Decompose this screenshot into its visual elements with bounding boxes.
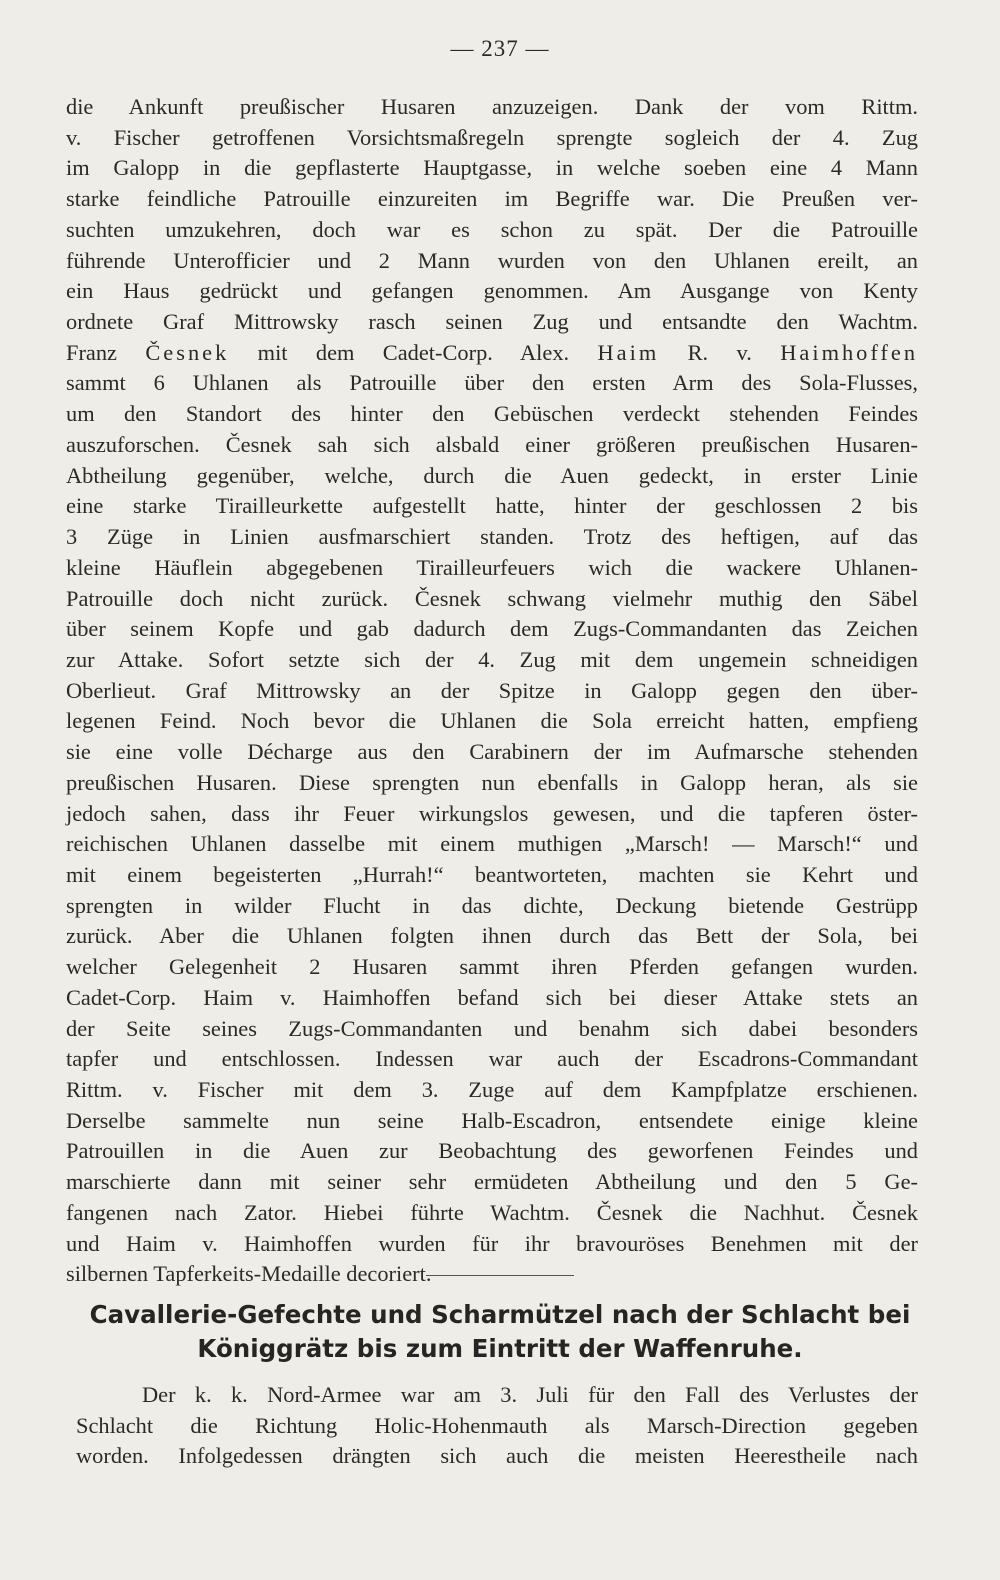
section-heading-line: Cavallerie-Gefechte und Scharmützel nach der Schlacht bei bbox=[89, 1300, 911, 1329]
text-line: um den Standort des hinter den Gebüschen verdeckt stehenden Feindes bbox=[66, 401, 918, 427]
text-line: Derselbe sammelte nun seine Halb-Escadron, entsendete einige kleine bbox=[66, 1107, 918, 1133]
text-line: marschierte dann mit seiner sehr ermüdeten Abtheilung und den 5 Ge- bbox=[66, 1169, 918, 1195]
text-line: Cadet-Corp. Haim v. Haimhoffen befand sich bei dieser Attake stets an bbox=[66, 984, 918, 1010]
text-line: worden. Infolgedessen drängten sich auch die meisten Heerestheile nach bbox=[76, 1443, 918, 1469]
text-line: Der k. k. Nord-Armee war am 3. Juli für den Fall des Verlustes der bbox=[142, 1382, 918, 1407]
text-line: sammt 6 Uhlanen als Patrouille über den ersten Arm des Sola-Flusses, bbox=[66, 370, 918, 396]
text-line: welcher Gelegenheit 2 Husaren sammt ihren Pferden gefangen wurden. bbox=[66, 954, 918, 980]
text-line: 3 Züge in Linien ausfmarschiert standen. Trotz des heftigen, auf das bbox=[66, 524, 918, 550]
text-line: tapfer und entschlossen. Indessen war auch der Escadrons-Commandant bbox=[66, 1046, 918, 1072]
text-line: silbernen Tapferkeits-Medaille decoriert. bbox=[66, 1261, 432, 1287]
text-line: legenen Feind. Noch bevor die Uhlanen die Sola erreicht hatten, empfieng bbox=[66, 708, 918, 734]
text-line: der Seite seines Zugs-Commandanten und benahm sich dabei besonders bbox=[66, 1015, 918, 1041]
text-line: zur Attake. Sofort setzte sich der 4. Zug mit dem ungemein schneidigen bbox=[66, 646, 918, 672]
text-line: reichischen Uhlanen dasselbe mit einem muthigen „Marsch! — Marsch!“ und bbox=[66, 831, 918, 857]
text-line: Patrouille doch nicht zurück. Česnek schwang vielmehr muthig den Säbel bbox=[66, 585, 918, 611]
text-line: preußischen Husaren. Diese sprengten nun ebenfalls in Galopp heran, als sie bbox=[66, 769, 918, 795]
section-paragraph bbox=[76, 1380, 918, 1472]
text-line: zurück. Aber die Uhlanen folgten ihnen durch das Bett der Sola, bei bbox=[66, 923, 918, 949]
body-paragraph bbox=[66, 92, 918, 1290]
text-line: eine starke Tirailleurkette aufgestellt hatte, hinter der geschlossen 2 bis bbox=[66, 493, 918, 519]
text-line: ein Haus gedrückt und gefangen genommen. Am Ausgange von Kenty bbox=[66, 278, 918, 304]
text-line: auszuforschen. Česnek sah sich alsbald einer größeren preußischen Husaren- bbox=[66, 431, 918, 457]
text-line: Schlacht die Richtung Holic-Hohenmauth als Marsch-Direction gegeben bbox=[76, 1412, 918, 1438]
text-line: ordnete Graf Mittrowsky rasch seinen Zug und entsandte den Wachtm. bbox=[66, 309, 918, 335]
section-heading-line: Königgrätz bis zum Eintritt der Waffenruhe. bbox=[197, 1334, 803, 1363]
section-divider bbox=[426, 1275, 574, 1276]
text-line: Rittm. v. Fischer mit dem 3. Zuge auf dem Kampfplatze erschienen. bbox=[66, 1077, 918, 1102]
text-line: mit einem begeisterten „Hurrah!“ beantworteten, machten sie Kehrt und bbox=[66, 861, 918, 887]
text-line: die Ankunft preußischer Husaren anzuzeigen. Dank der vom Rittm. bbox=[66, 94, 918, 119]
text-line: fangenen nach Zator. Hiebei führte Wachtm. Česnek die Nachhut. Česnek bbox=[66, 1199, 918, 1225]
text-line: sprengten in wilder Flucht in das dichte, Deckung bietende Gestrüpp bbox=[66, 892, 918, 918]
text-line: Abtheilung gegenüber, welche, durch die Auen gedeckt, in erster Linie bbox=[66, 462, 918, 488]
text-line: Oberlieut. Graf Mittrowsky an der Spitze in Galopp gegen den über- bbox=[66, 677, 918, 703]
text-line: führende Unterofficier und 2 Mann wurden von den Uhlanen ereilt, an bbox=[66, 247, 918, 273]
text-line: sie eine volle Décharge aus den Carabinern der im Aufmarsche stehenden bbox=[66, 739, 918, 765]
text-line: im Galopp in die gepflasterte Hauptgasse, in welche soeben eine 4 Mann bbox=[66, 155, 918, 181]
text-line: starke feindliche Patrouille einzureiten im Begriffe war. Die Preußen ver- bbox=[66, 186, 918, 212]
text-line: Patrouillen in die Auen zur Beobachtung des geworfenen Feindes und bbox=[66, 1138, 918, 1164]
text-line: suchten umzukehren, doch war es schon zu spät. Der die Patrouille bbox=[66, 216, 918, 242]
text-line: kleine Häuflein abgegebenen Tirailleurfeuers wich die wackere Uhlanen- bbox=[66, 554, 918, 580]
text-line: jedoch sahen, dass ihr Feuer wirkungslos gewesen, und die tapferen öster- bbox=[66, 800, 918, 826]
text-line: Franz Česnek mit dem Cadet-Corp. Alex. Haim R. v. Haimhoffen bbox=[66, 339, 919, 365]
section-heading bbox=[60, 1298, 940, 1366]
page-number: — 237 — bbox=[450, 36, 550, 61]
text-line: und Haim v. Haimhoffen wurden für ihr bravouröses Benehmen mit der bbox=[66, 1230, 918, 1256]
text-line: über seinem Kopfe und gab dadurch dem Zugs-Commandanten das Zeichen bbox=[66, 616, 918, 642]
text-line: v. Fischer getroffenen Vorsichtsmaßregeln sprengte sogleich der 4. Zug bbox=[66, 124, 918, 150]
